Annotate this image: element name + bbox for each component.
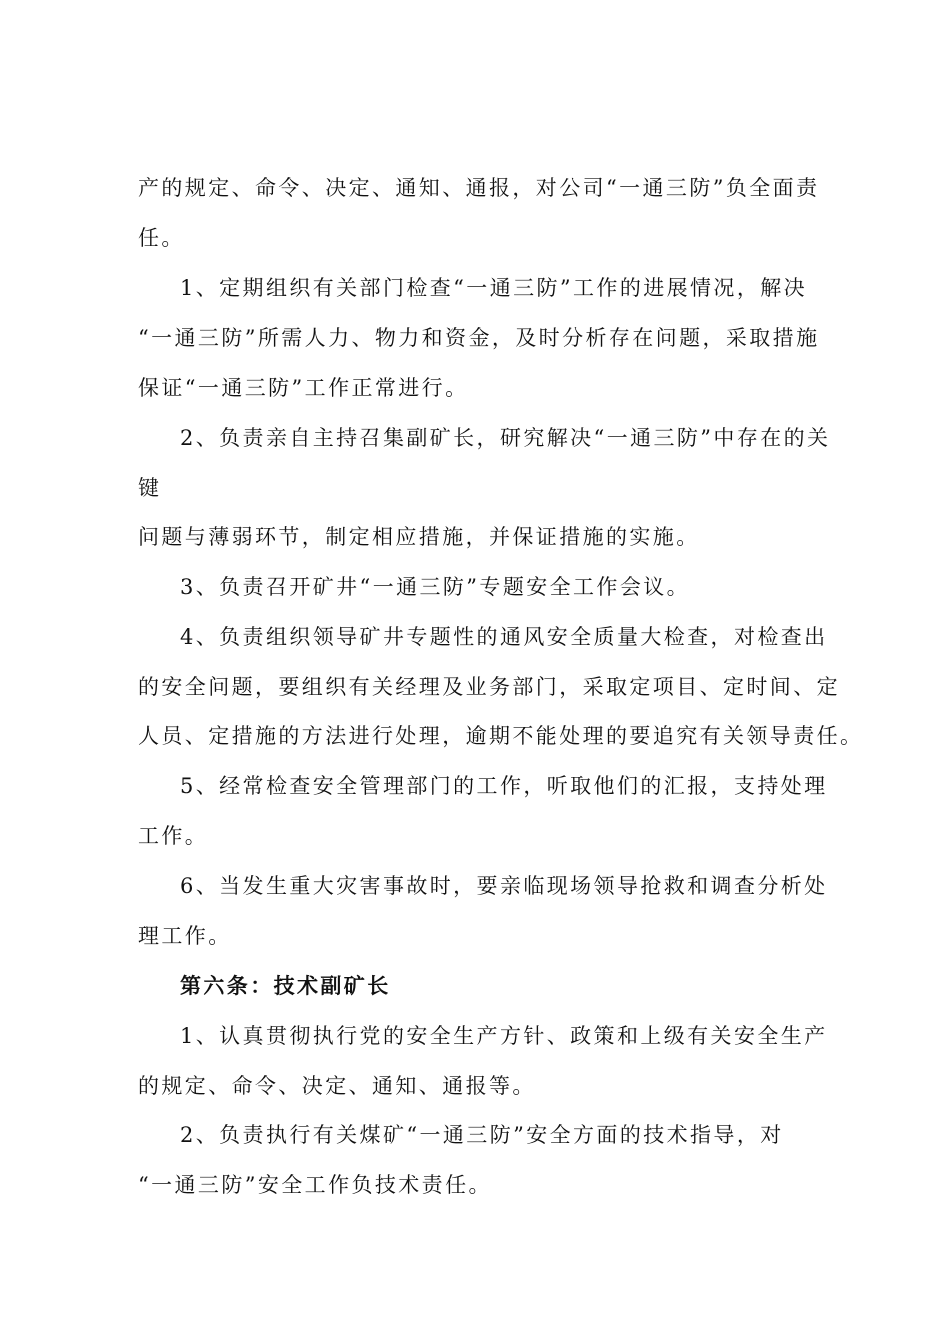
paragraph-start: 6、当发生重大灾害事故时，要亲临现场领导抢救和调查分析处 bbox=[180, 874, 828, 898]
text-line: 的安全问题，要组织有关经理及业务部门，采取定项目、定时间、定 bbox=[138, 675, 840, 699]
paragraph-start: 1、认真贯彻执行党的安全生产方针、政策和上级有关安全生产 bbox=[180, 1024, 828, 1048]
paragraph-start: 3、负责召开矿井“一通三防”专题安全工作会议。 bbox=[180, 575, 691, 599]
paragraph-start: 5、经常检查安全管理部门的工作，听取他们的汇报，支持处理 bbox=[180, 774, 828, 798]
text-line: 产的规定、命令、决定、通知、通报，对公司“一通三防”负全面责 bbox=[138, 176, 820, 200]
text-line: 理工作。 bbox=[138, 924, 232, 948]
text-line: “一通三防”所需人力、物力和资金，及时分析存在问题，采取措施 bbox=[138, 326, 820, 350]
text-line: 问题与薄弱环节，制定相应措施，并保证措施的实施。 bbox=[138, 525, 700, 549]
text-line: 工作。 bbox=[138, 824, 209, 848]
text-line: 键 bbox=[138, 476, 162, 500]
text-line: 人员、定措施的方法进行处理，逾期不能处理的要追究有关领导责任。 bbox=[138, 724, 864, 748]
paragraph-start: 1、定期组织有关部门检查“一通三防”工作的进展情况，解决 bbox=[180, 276, 808, 300]
text-line: 任。 bbox=[138, 226, 185, 250]
paragraph-start: 2、负责亲自主持召集副矿长，研究解决“一通三防”中存在的关 bbox=[180, 426, 831, 450]
text-line: 的规定、命令、决定、通知、通报等。 bbox=[138, 1074, 536, 1098]
section-heading: 第六条：技术副矿长 bbox=[180, 973, 391, 998]
text-line: 保证“一通三防”工作正常进行。 bbox=[138, 376, 469, 400]
paragraph-start: 4、负责组织领导矿井专题性的通风安全质量大检查，对检查出 bbox=[180, 625, 828, 649]
text-line: “一通三防”安全工作负技术责任。 bbox=[138, 1173, 492, 1197]
paragraph-start: 2、负责执行有关煤矿“一通三防”安全方面的技术指导，对 bbox=[180, 1123, 784, 1147]
